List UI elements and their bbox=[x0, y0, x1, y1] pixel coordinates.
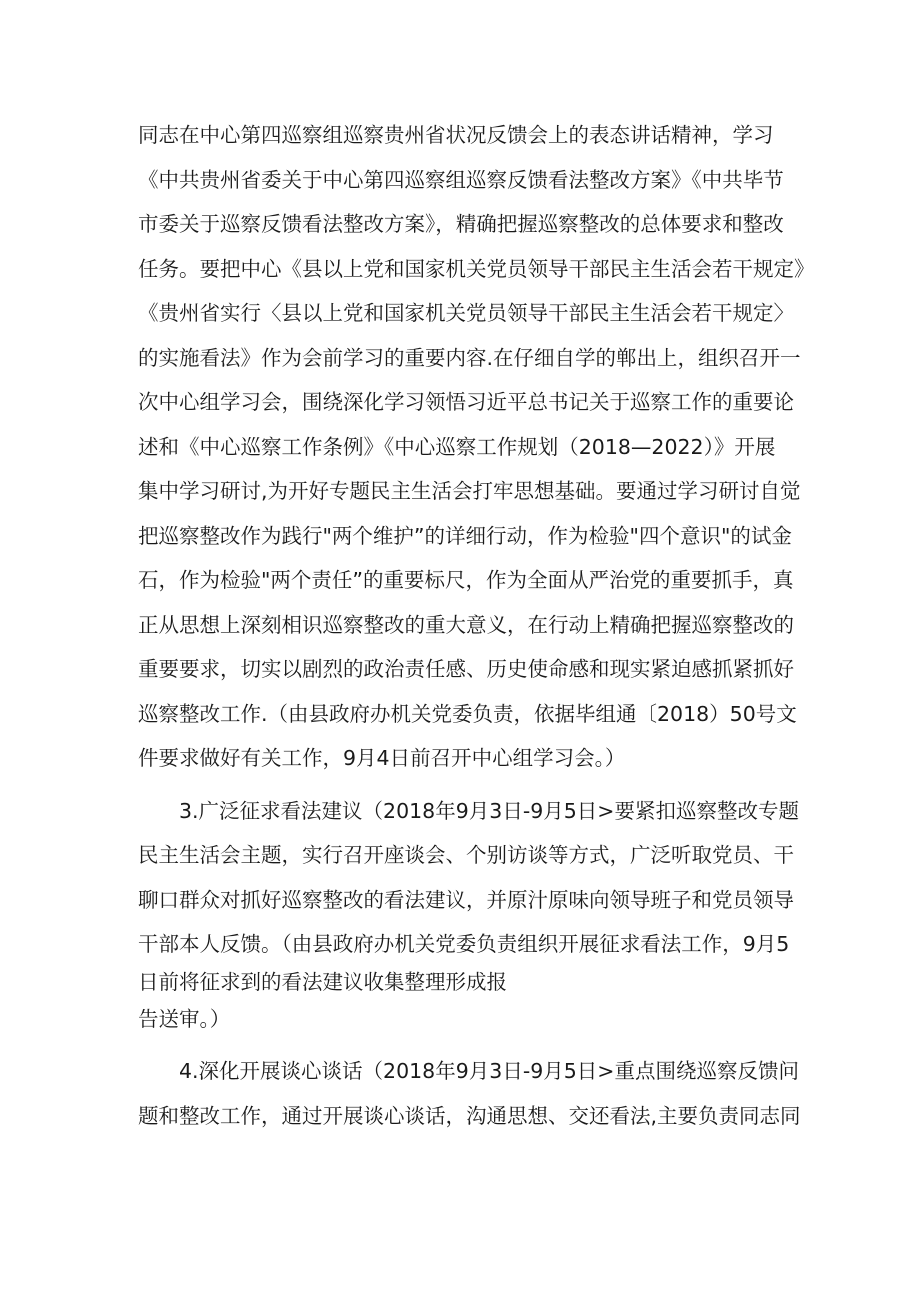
paragraph-section-4 bbox=[138, 1049, 801, 1138]
text-line: 把巡察整改作为践行"两个维护”的详细行动，作为检验"四个意识"的试金 bbox=[138, 523, 792, 548]
text-line: 干部本人反馈。（由县政府办机关党委负责组织开展征求看法工作，9月5 bbox=[138, 932, 790, 956]
text-line: 民主生活会主题，实行召开座谈会、个别访谈等方式，广泛听取党员、干 bbox=[138, 843, 794, 867]
paragraph-gap bbox=[138, 1041, 798, 1049]
text-line: 次中心组学习会，围绕深化学习领悟习近平总书记关于巡察工作的重要论 bbox=[138, 390, 794, 414]
text-line: 石，作为检验"两个责任”的重要标尺，作为全面从严治党的重要抓手，真 bbox=[138, 568, 794, 592]
text-line: 市委关于巡察反馈看法整改方案》，精确把握巡察整改的总体要求和整改 bbox=[138, 212, 784, 236]
text-line: 重要要求，切实以剧烈的政治责任感、历史使命感和现实紧迫感抓紧抓好 bbox=[138, 657, 794, 681]
text-line: 《中共贵州省委关于中心第四巡察组巡察反馈看法整改方案》《中共毕节 bbox=[138, 167, 784, 192]
text-line: 件要求做好有关工作，9月4日前召开中心组学习会。） bbox=[138, 746, 626, 770]
paragraph-study bbox=[138, 113, 815, 781]
section-3-heading-line: 3.广泛征求看法建议（2018年9月3日-9月5日>要紧扣巡察整改专题 bbox=[179, 798, 799, 823]
section-4-heading-line: 4.深化开展谈心谈话（2018年9月3日-9月5日>重点围绕巡察反馈问 bbox=[179, 1059, 799, 1083]
text-line: 日前将征求到的看法建议收集整理形成报 bbox=[138, 969, 507, 994]
document-body bbox=[138, 113, 815, 1138]
text-line: 集中学习研讨,为开好专题民主生活会打牢思想基础。要通过学习研讨自觉 bbox=[138, 479, 801, 503]
text-line: 题和整改工作，通过开展谈心谈话，沟通思想、交还看法,主要负责同志同 bbox=[138, 1103, 801, 1128]
text-line: 聊口群众对抓好巡察整改的看法建议，并原汁原味向领导班子和党员领导 bbox=[138, 887, 794, 912]
text-line: 的实施看法》作为会前学习的重要内容.在仔细自学的郸出上，组织召开一 bbox=[138, 345, 801, 370]
text-line: 正从思想上深刻相识巡察整改的重大意义，在行动上精确把握巡察整改的 bbox=[138, 612, 794, 637]
paragraph-section-3 bbox=[138, 789, 798, 1042]
text-line: 巡察整改工作.（由县政府办机关党委负责，依据毕组通〔2018）50号文 bbox=[138, 701, 797, 726]
text-line: 同志在中心第四巡察组巡察贵州省状况反馈会上的表态讲话精神，学习 bbox=[138, 123, 774, 147]
paragraph-gap bbox=[138, 781, 798, 789]
text-line: 述和《中心巡察工作条例》《中心巡察工作规划（2018—2022）》开展 bbox=[138, 434, 776, 459]
text-line: 告送审。） bbox=[138, 1006, 231, 1031]
text-line: 任务。要把中心《县以上党和国家机关党员领导干部民主生活会若干规定》 bbox=[138, 256, 815, 281]
text-line: 《贵州省实行〈县以上党和国家机关党员领导干部民主生活会若干规定〉 bbox=[138, 301, 794, 325]
